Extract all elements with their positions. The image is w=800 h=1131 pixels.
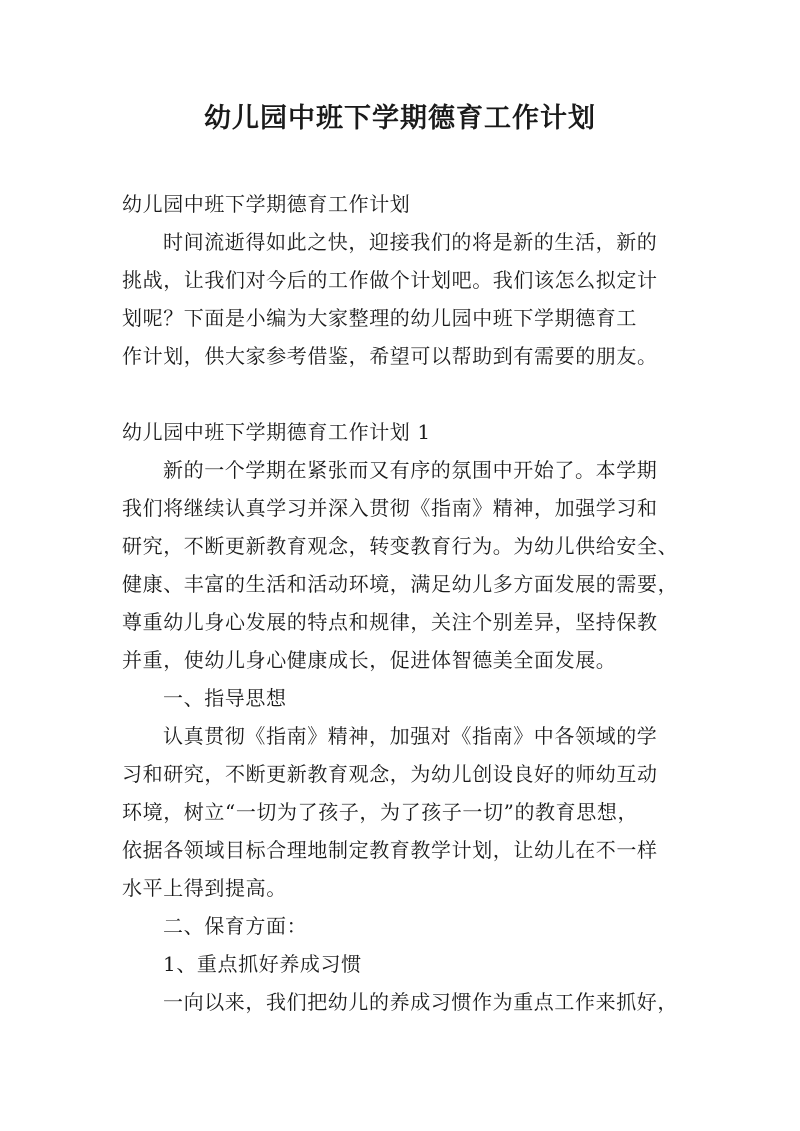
paragraph-line: 一向以来，我们把幼儿的养成习惯作为重点工作来抓好， [163, 990, 678, 1014]
document-title: 幼儿园中班下学期德育工作计划 [204, 103, 596, 134]
paragraph-line: 水平上得到提高。 [122, 876, 287, 900]
paragraph-line: 研究，不断更新教育观念，转变教育行为。为幼儿供给安全、 [122, 534, 679, 558]
intro-heading: 幼儿园中班下学期德育工作计划 [122, 192, 411, 216]
paragraph-line: 时间流逝得如此之快，迎接我们的将是新的生活，新的 [163, 230, 658, 254]
subheading-care: 二、保育方面： [163, 914, 308, 938]
paragraph-line: 并重，使幼儿身心健康成长，促进体智德美全面发展。 [122, 648, 617, 672]
paragraph-line: 尊重幼儿身心发展的特点和规律，关注个别差异，坚持保教 [122, 610, 658, 634]
paragraph-line: 习和研究，不断更新教育观念，为幼儿创设良好的师幼互动 [122, 762, 658, 786]
subheading-habits: 1、重点抓好养成习惯 [163, 952, 362, 976]
paragraph-line: 新的一个学期在紧张而又有序的氛围中开始了。本学期 [163, 458, 658, 482]
paragraph-line: 认真贯彻《指南》精神，加强对《指南》中各领域的学 [163, 724, 658, 748]
paragraph-line: 挑战，让我们对今后的工作做个计划吧。我们该怎么拟定计 [122, 268, 658, 292]
paragraph-line: 健康、丰富的生活和活动环境，满足幼儿多方面发展的需要， [122, 572, 679, 596]
blank-line [122, 375, 688, 413]
section-heading: 幼儿园中班下学期德育工作计划 1 [122, 420, 431, 444]
paragraph-line: 我们将继续认真学习并深入贯彻《指南》精神，加强学习和 [122, 496, 658, 520]
document-body [122, 185, 688, 1021]
paragraph-line: 划呢？下面是小编为大家整理的幼儿园中班下学期德育工 [122, 306, 637, 330]
paragraph-line: 依据各领域目标合理地制定教育教学计划，让幼儿在不一样 [122, 838, 658, 862]
paragraph-line: 环境，树立“一切为了孩子，为了孩子一切”的教育思想， [122, 800, 639, 824]
subheading-guiding: 一、指导思想 [163, 686, 287, 710]
paragraph-line: 作计划，供大家参考借鉴，希望可以帮助到有需要的朋友。 [122, 344, 658, 368]
